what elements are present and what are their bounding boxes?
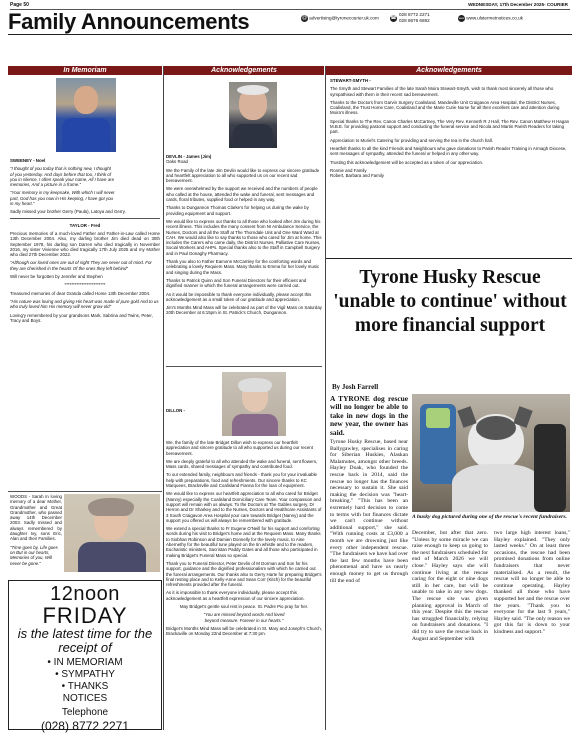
dillon-body bbox=[166, 440, 322, 640]
article-column-2 bbox=[412, 530, 488, 642]
stewart-paragraph: Thanks to the Doctors from Garvin Surgery Coalisland, Mandeville Unit Craigavon Area Hospital, the District Nurses, Coalisland, the Trust Home Care, Coalisland and the Marie Curie Nurse for all their excellent care and attention during Moira's illness. bbox=[330, 99, 560, 116]
contact-email[interactable] bbox=[301, 15, 379, 22]
dateline: WEDNESDAY, 17th December 2025- COURIER bbox=[468, 2, 568, 7]
devlin-paragraph: Thank you also to Father Eamonn McCamley for the comforting words and celebrating a lovely Requiem Mass. Many thanks to Emma for her lovely music and singing during the Mass. bbox=[166, 259, 320, 275]
sweeney-poem-2: "Your memory is my keepsake, With which I will never part, God has you now in His keeping, I have got you in my heart." bbox=[10, 190, 115, 207]
devlin-paragraph: We the Family of the late Jim Devlin would like to express our sincere gratitude and heartfelt appreciation to all who supported us on our recent sad bereavement. bbox=[166, 167, 320, 184]
dillon-paragraph: We, the family of the late Bridget Dillon wish to express our heartfelt appreciation and sincere gratitude to all who supported us during our recent bereavement. bbox=[166, 440, 313, 456]
devlin-paragraph: Jim's Months Mind Mass will be celebrated as part of the Vigil Mass on Saturday 20th December at 6:15pm in St. Patrick's Church, Dungannon. bbox=[166, 305, 322, 316]
advert-time: 12noon bbox=[50, 583, 120, 605]
dillon-paragraph: Thank you to Funeral Director, Peter Devlin of M Dorman and Son for his support, guidance and the dignified professionalism with which he carried out the funeral arrangements. Our thanks also to Gerry Harte for preparing Bridget's final resting place and to Kelly-Anne and Sean Corr (Kitch) for the beautiful refreshments provided after the funeral. bbox=[166, 560, 322, 588]
column-rule bbox=[163, 66, 164, 730]
sweeney-name: SWEENEY - Noel bbox=[10, 158, 46, 163]
website-text: www.ulstermetnotices.co.uk bbox=[466, 15, 523, 21]
dillon-poem: "You are missed beyond words And loved beyond measure. Forever in our hearts." bbox=[203, 612, 285, 623]
advert-item-memoriam: • IN MEMORIAM bbox=[47, 657, 123, 668]
dillon-paragraph: We extend a special thanks to Fr Eugene O'Neill for his support and comforting words during his visit to Bridget's home and at the Requiem Mass. Many thanks to Siobhan Robinson and Damien Donnelly for the lovely music, to Aine Abernethy for the beautiful tune played on the tin whistle and to the readers, Eucharistic ministers, Sacristan Paddy Gates and all those who participated in making Bridget's Funeral Mass so special. bbox=[166, 526, 321, 558]
stewart-paragraph: Appreciation to Muriel's Catering for providing and serving the tea in the church hall. bbox=[330, 137, 493, 143]
dear-sign: Loving'y remembered by your grandsons Mark, Sabrina and Twins, Peter, Tracy and Boys. bbox=[10, 312, 153, 323]
dillon-paragraph: Bridget's Months Mind Mass will be celebrated in St. Mary and Joseph's Church, Brackaville on Monday 22nd December at 7:30 pm. bbox=[166, 625, 322, 637]
contact-website[interactable] bbox=[458, 15, 523, 22]
dillon-name: DILLON - bbox=[166, 408, 186, 413]
dillon-paragraph: As it is impossible to thank everyone individually, please accept this acknowledgement as a heartfelt expression of our sincere appreciation. bbox=[166, 590, 305, 601]
memoriam-column bbox=[10, 158, 160, 326]
contact-phones[interactable] bbox=[390, 12, 430, 24]
globe-icon: www bbox=[458, 17, 465, 20]
dear-text: Treasured memories of dear Granda called Home 13th December 2004. bbox=[10, 290, 151, 296]
devlin-paragraph: We were overwhelmed by the support we received and the numbers of people who called at the house, attended the wake and funeral, sent messages and cards, floral tributes, supplied food or helped in any way. bbox=[166, 186, 318, 203]
dear-poem: "His nature was loving and giving His heart was made of pure gold And to us who truly loved him His memory will never grow old" bbox=[10, 298, 159, 310]
taylor-sign: Will never be forgotten by Jennifer and Stephen bbox=[10, 274, 103, 280]
stewart-signature: Robert, Barbara and Family bbox=[330, 173, 384, 179]
article-column-3 bbox=[494, 530, 570, 636]
article-text-3: two large high interest loans," Hayley explained. "They only lasted weeks." On at least three occasions, the rescue had been promised donations from online fundraisers that never materialised. As a result, the rescue will no longer be able to continue operating. Hayley thanked all those who have supported her and the rescue over the years. "Thank you to everyone for the last 9 years," Hayley said. "The only reason we got this far is down to your kindness and support." bbox=[494, 530, 570, 635]
col2-header: Acknowledgements bbox=[164, 66, 324, 75]
advert-item-notices: NOTICES bbox=[62, 693, 108, 704]
divider bbox=[166, 366, 322, 367]
devlin-paragraph: We would like to express our thanks to all those who looked after Jim during his recent illness. This includes the many consent from NI Ambulance Service, the Nurses, Doctors and all the Staff at The Thorndale Unit and One Ward Ward at CAH. We would also like to say thanks to those who cared for Jim at home. This includes the Carers who came daily, the District Nurses, Palliative Care Nurses, Social Workers and AHPs. Special thanks also to the Staff in Campbell Surgery and in Paul Donaghy Pharmacy. bbox=[166, 218, 322, 256]
article-column-1 bbox=[330, 395, 408, 584]
article-headline: Tyrone Husky Rescue 'unable to continue' without more financial support bbox=[333, 267, 567, 336]
col3-header: Acknowledgements bbox=[326, 66, 572, 75]
divider bbox=[8, 491, 162, 492]
sweeney-photo bbox=[56, 78, 116, 152]
phone-1: 028 8772 2271 bbox=[399, 12, 430, 17]
advert-item-sympathy: • SYMPATHY bbox=[55, 669, 115, 680]
phone-2: 028 8676 6692 bbox=[399, 18, 430, 23]
woods-poem: "Time goes by, Life goes on But in our hearts, Memories of you, Will never be gone." bbox=[10, 544, 58, 566]
deadline-advert bbox=[8, 580, 162, 733]
stewart-paragraph: Special thanks to The Rev. Canon Charles McCartney, The Very Rev. Kenneth R J Hall, The Rev. Canon Matthew H Hagan M.B.E. for providing pastoral support and conducting the funeral service and Nicola and Martin Parish Readers for taking part. bbox=[330, 118, 570, 135]
dillon-paragraph: To our extended family, neighbours and friends - thank you for your invaluable help with preparations, food and refreshments. Our sincere thanks to KC Marquees, Bracksville and Coalisland Fianna for the loan of equipment. bbox=[166, 472, 317, 489]
page-number: Page 50 bbox=[10, 2, 29, 8]
photo-caption: A husky dog pictured during one of the rescue's recent fundraisers. bbox=[412, 514, 567, 520]
advert-telephone: (028) 8772 2271 bbox=[40, 719, 130, 733]
woods-notice bbox=[10, 494, 62, 569]
dillon-paragraph: May Bridget's gentle soul rest in peace. St. Padre Pio pray for her. bbox=[179, 604, 309, 610]
dillon-paragraph: We would like to express our heartfelt appreciation to all who cared for Bridget (Nanny) especially the Coalisland Domiciliary Care Team. Your compassion and support will remain with us always. To the Doctors at The Gables surgery, Dr Herron and Dr Sharkey and to the Nurses, Doctors and Healthcare Assistants of 3 South Craigavon Area Hospital your care towards Bridget (Nanny) and the support you offered us will always be remembered with gratitude. bbox=[166, 491, 322, 523]
advert-receipt: is the latest time for the receipt of bbox=[17, 626, 153, 655]
stewart-name: STEWART-SMYTH - bbox=[330, 78, 371, 83]
email-text: advertising@tyronecourier.uk.com bbox=[309, 15, 379, 21]
taylor-name: TAYLOR - Fred bbox=[69, 222, 101, 228]
stewart-paragraph: Trusting this acknowledgement will be accepted as a token of our appreciation. bbox=[330, 159, 484, 165]
taylor-text: Precious memories of a much-loved Father and Father-in-Law called Home 13th December 2004. Also, my darling brother Jim died dead on 30th September 1978, his darling son Darren who died tragically in November 2016, my sister Vivienne who died tragically 17th July 2025 and my Mother who died 27th December 2022. bbox=[10, 230, 160, 258]
stewart-paragraph: The Smyth and Stewart Families of the late Sarah Moira Stewart-Smyth, wish to thank most sincerely all those who sympathised with them in their recent sad bereavement. bbox=[330, 86, 554, 97]
woods-text: WOODS - Sarah In loving memory of a dear Mother, Grandmother and Great Grandmother, who passed away 14th December 2003. Sadly missed and always remembered by daughter Ivy, sons Eric, Alan and their Families. bbox=[10, 494, 62, 542]
sweeney-poem: "I thought of you today that is nothing new, I thought of you yesterday. And days before that too, I think of you in silence, I often speak your name, All I have are memories, And a picture in a frame." bbox=[10, 166, 115, 188]
email-icon: @ bbox=[301, 15, 308, 21]
masthead bbox=[0, 0, 580, 36]
column-rule bbox=[325, 66, 326, 730]
phone-icon: ☎ bbox=[390, 15, 397, 21]
advert-item-thanks: • THANKS bbox=[61, 681, 109, 692]
article-text-1: Tyrone Husky Rescue, based near Ballygawley, specialises in caring for Siberian Huskies, Alaskan Malamutes, amongst other breeds. Hayley Doak, who founded the rescue back in 2014, said the rescue no longer has the finances necessary to sustain it. She said making the decision was "heart-breaking." "This has been an extremely hard decision to come to terms with but finances dictate we can't continue without additional support," she said. "With running costs at £3,000 a month we are drowning just like every other independent rescue. "The fundraisers we have had over the last few months have been phenomenal and have us nearly enough money to get us through till the end of bbox=[330, 439, 408, 584]
article-lead: A TYRONE dog rescue will no longer be able to take in new dogs in the new year, the owner has said. bbox=[330, 394, 408, 437]
husky-photo bbox=[412, 394, 570, 512]
divider bbox=[326, 258, 572, 259]
col1-header: In Memoriam bbox=[8, 66, 162, 75]
sweeney-sign: Sadly missed your brother Gerry (Paula), Latoya and Gerry. bbox=[10, 209, 126, 215]
devlin-name: DEVLIN - James (Jim) bbox=[166, 154, 212, 159]
advert-telephone-label: Telephone bbox=[61, 707, 109, 718]
dillon-paragraph: We are deeply grateful to all who attended the wake and funeral, sent flowers, Mass cards, shared messages of sympathy and contributed food. bbox=[166, 458, 318, 470]
devlin-paragraph: As it would be impossible to thank everyone individually, please accept this acknowledgement as a small token of our gratitude and appreciation. bbox=[166, 291, 312, 302]
woods-photo bbox=[64, 494, 160, 572]
devlin-paragraph: Thanks to Patrick Quinn and Son Funeral Directors for their efficient and dignified manner in which the funeral arrangements were carried out. bbox=[166, 277, 307, 289]
dillon-photo bbox=[222, 372, 286, 436]
article-byline: By Josh Farrell bbox=[332, 383, 379, 391]
section-title: Family Announcements bbox=[8, 9, 250, 34]
devlin-paragraph: Thanks to Dungannon Thomas Clarke's for helping us during the wake by providing equipment and support. bbox=[166, 205, 309, 216]
devlin-place: Oaks Road bbox=[166, 159, 188, 165]
devlin-notice bbox=[166, 154, 322, 319]
taylor-poem: "Although our loved ones are out of sight They are never out of mind. For they are cherished in the hearts Of the ones they left behind" bbox=[10, 260, 152, 271]
masthead-rule bbox=[8, 34, 572, 35]
devlin-photo bbox=[229, 82, 277, 148]
stewart-notice bbox=[330, 78, 570, 181]
divider bbox=[10, 218, 160, 219]
stars-separator: ************************ bbox=[64, 282, 106, 288]
advert-day: FRIDAY bbox=[42, 603, 128, 628]
dillon-notice bbox=[166, 408, 322, 416]
stewart-signature: Ronnie and Family bbox=[330, 167, 367, 173]
article-text-2: December, but after that zero. "Unless by some miracle we can raise enough to keep us going to the next fundraisers scheduled for end of March 2026 we will close." Hayley says she will continue living at the rescue caring for the eight or nine dogs still in her care, but will be unable to take in any new dogs. The rescue site was given planning approval in March of this year. Despite this the rescue has struggled financially, relying on fundraisers and donations. "I did try to save the rescue back in August and September with bbox=[412, 530, 488, 642]
stewart-paragraph: Heartfelt thanks to all the kind Friends and Neighbours who gave donations to Parish Reader Training in Armagh Diocese, sent messages of sympathy, attended the funeral or helped in any other way. bbox=[330, 145, 567, 157]
